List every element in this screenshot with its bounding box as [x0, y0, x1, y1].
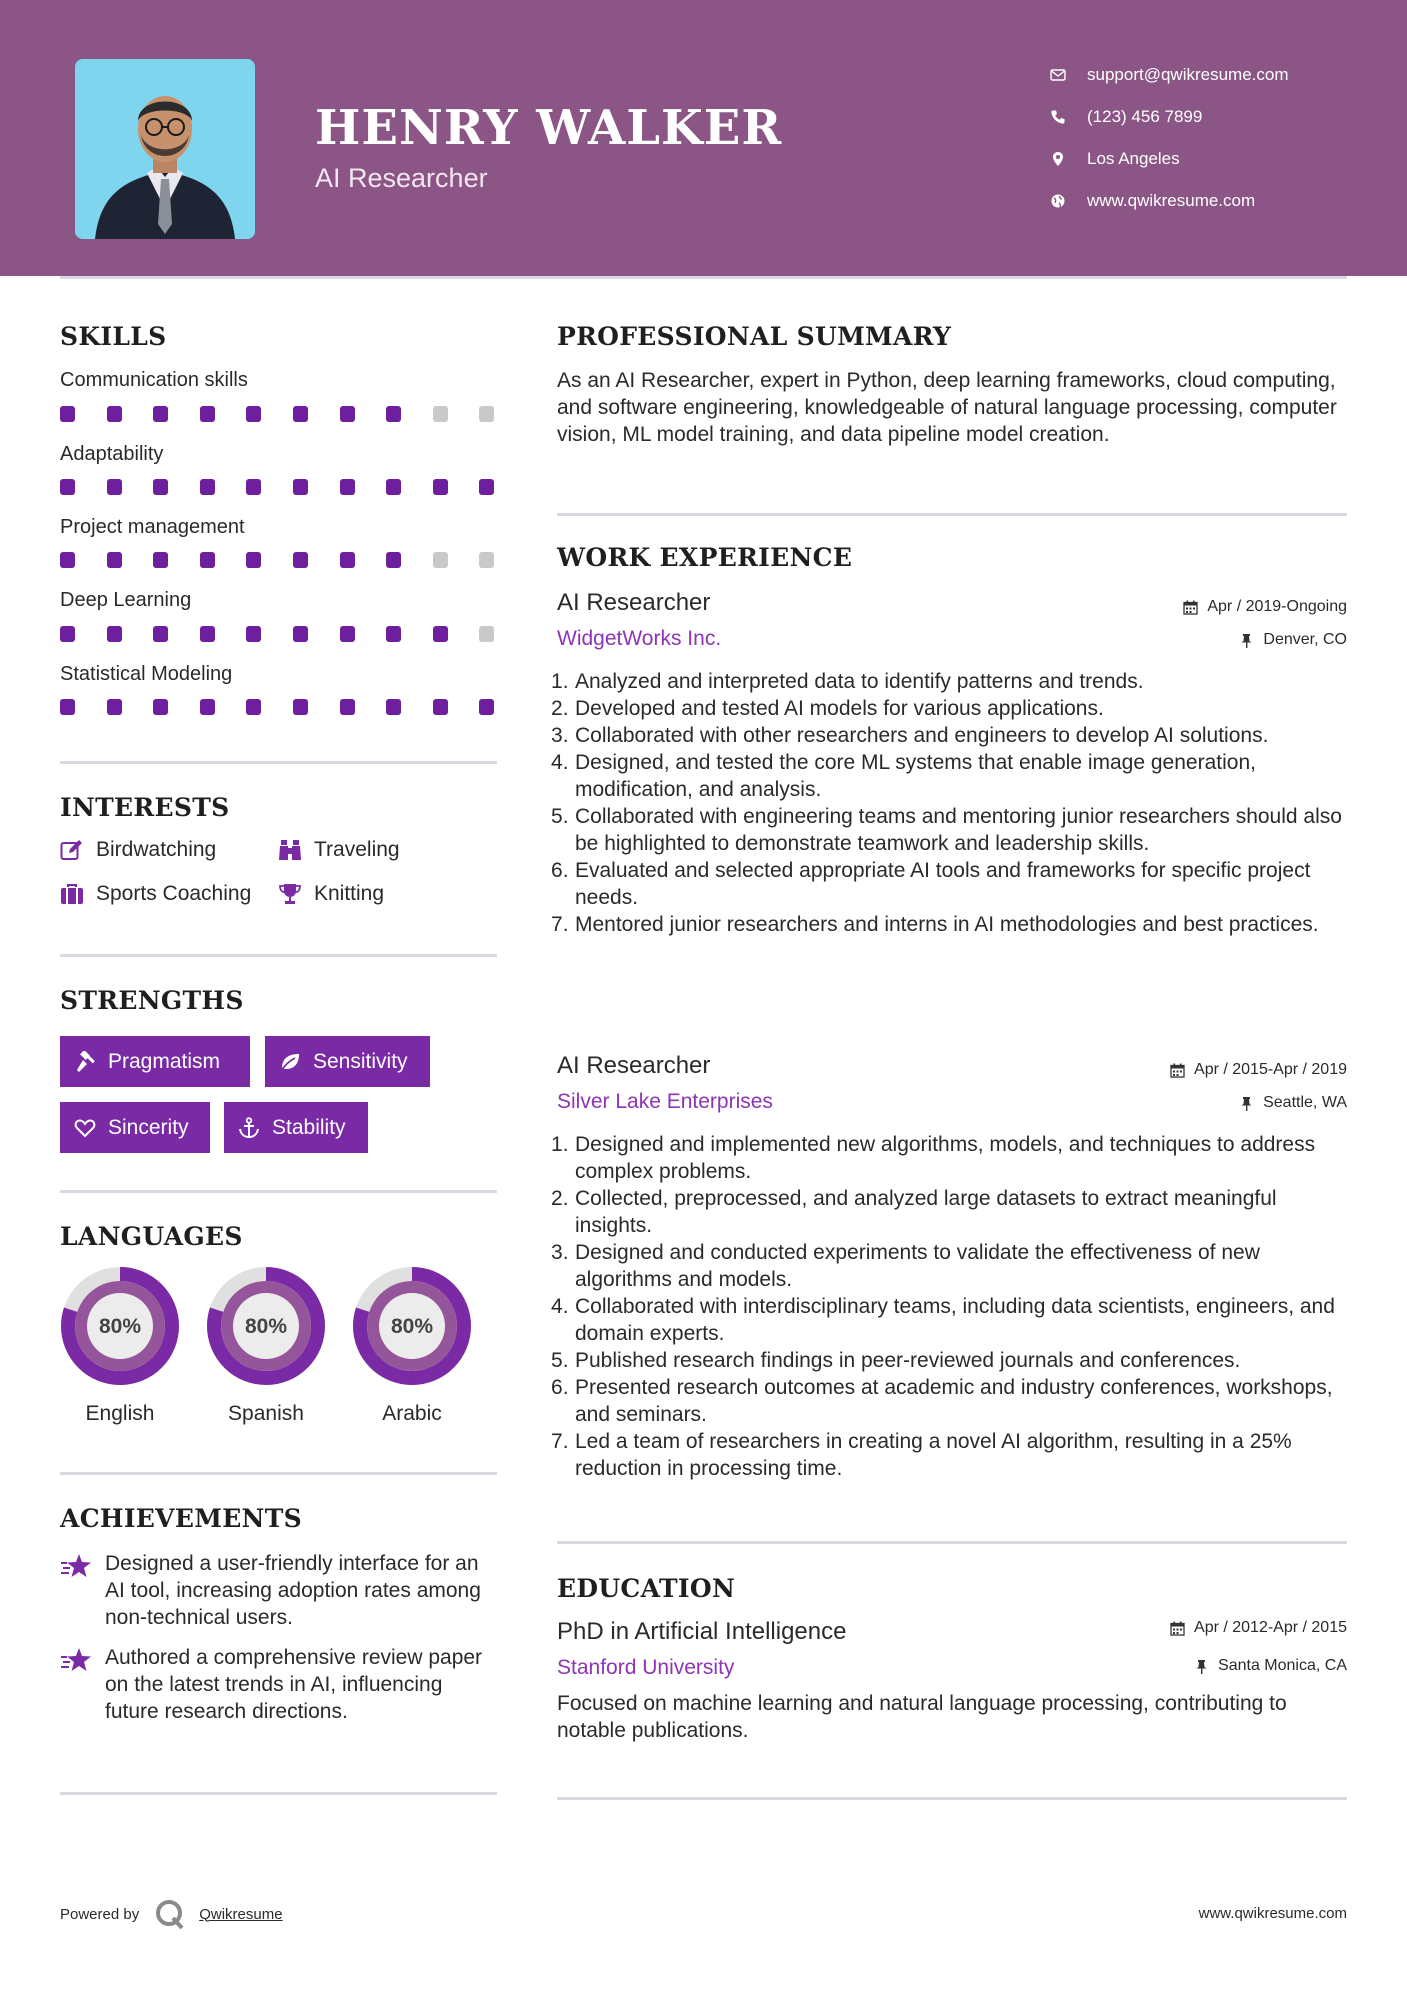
language-percent: 80% — [390, 1315, 434, 1338]
job-dates-text: Apr / 2015-Apr / 2019 — [1194, 1061, 1347, 1078]
interest-item — [60, 838, 216, 862]
skill-dot-filled — [200, 406, 215, 422]
job-dates — [1183, 598, 1347, 616]
strength-label: Sensitivity — [313, 1049, 408, 1073]
skill-dot-filled — [340, 626, 355, 642]
skill-name: Statistical Modeling — [60, 663, 233, 685]
skill-name: Project management — [60, 516, 245, 538]
skill-dot-filled — [293, 406, 308, 422]
pushpin-icon — [1239, 633, 1254, 648]
skill-dot-filled — [433, 699, 448, 715]
pushpin-icon — [1194, 1659, 1209, 1674]
skill-rating — [60, 479, 497, 495]
resume-header — [0, 0, 1407, 276]
section-divider — [60, 1792, 497, 1795]
skill-dot-filled — [60, 626, 75, 642]
skill-dot-filled — [60, 406, 75, 422]
skill-rating — [60, 406, 497, 422]
contact-phone-text: (123) 456 7899 — [1087, 107, 1203, 126]
skill-dot-filled — [153, 626, 168, 642]
powered-by-label: Powered by — [60, 1905, 140, 1923]
interest-label: Knitting — [314, 882, 385, 905]
job-bullet: Collaborated with engineering teams and mentoring junior researchers should also be highlighted to demonstrate teamwork and leadership skills. — [575, 805, 1342, 855]
summary-heading: PROFESSIONAL SUMMARY — [557, 322, 952, 351]
skill-dot-filled — [386, 626, 401, 642]
language-ring — [350, 1264, 474, 1388]
skill-dot-filled — [246, 406, 261, 422]
skill-dot-empty — [479, 406, 494, 422]
contact-location-text: Los Angeles — [1087, 149, 1180, 168]
brand-link[interactable]: Qwikresume — [199, 1905, 283, 1923]
skill-dot-filled — [433, 626, 448, 642]
skill-name: Communication skills — [60, 369, 248, 391]
job-location-text: Seattle, WA — [1263, 1094, 1347, 1111]
gavel-icon — [74, 1051, 108, 1073]
achievement-text: Designed a user-friendly interface for an AI tool, increasing adoption rates among non-technical users. — [105, 1552, 481, 1629]
heart-icon — [74, 1117, 108, 1139]
achievement-item — [60, 1550, 497, 1631]
candidate-role: AI Researcher — [315, 163, 488, 193]
company-name: WidgetWorks Inc. — [557, 627, 722, 650]
skill-dot-empty — [433, 406, 448, 422]
calendar-icon — [1183, 600, 1198, 615]
education-description: Focused on machine learning and natural language processing, contributing to notable publications. — [557, 1692, 1287, 1742]
job-location-text: Denver, CO — [1263, 631, 1347, 648]
language-percent: 80% — [244, 1315, 288, 1338]
skill-dot-filled — [386, 552, 401, 568]
star-icon — [60, 1644, 105, 1725]
interest-label: Birdwatching — [96, 838, 217, 861]
skill-dot-filled — [340, 552, 355, 568]
strength-badge — [60, 1036, 250, 1087]
job-bullet: Published research findings in peer-reviewed journals and conferences. — [575, 1349, 1241, 1372]
skill-dot-filled — [479, 479, 494, 495]
education-dates-text: Apr / 2012-Apr / 2015 — [1194, 1619, 1347, 1636]
briefcase-icon — [60, 883, 96, 905]
job-bullets — [575, 668, 1347, 938]
skill-dot-filled — [107, 552, 122, 568]
language-ring — [204, 1264, 328, 1388]
skill-name: Deep Learning — [60, 589, 192, 611]
skill-dot-filled — [153, 406, 168, 422]
skill-dot-filled — [479, 699, 494, 715]
skill-dot-filled — [153, 479, 168, 495]
skill-dot-filled — [246, 699, 261, 715]
skill-dot-filled — [293, 479, 308, 495]
interest-item — [60, 882, 251, 906]
skill-dot-filled — [107, 406, 122, 422]
language-ring — [58, 1264, 182, 1388]
language-name: Spanish — [228, 1402, 304, 1425]
language-percent: 80% — [98, 1315, 142, 1338]
strength-label: Pragmatism — [108, 1049, 221, 1073]
skill-dot-filled — [60, 699, 75, 715]
languages-heading: LANGUAGES — [60, 1222, 243, 1251]
skill-dot-filled — [386, 479, 401, 495]
skill-dot-filled — [153, 699, 168, 715]
skill-dot-filled — [60, 479, 75, 495]
section-divider — [557, 513, 1347, 516]
strength-badge — [60, 1102, 210, 1153]
profile-photo — [75, 59, 255, 239]
envelope-icon — [1050, 67, 1087, 83]
section-divider — [557, 1797, 1347, 1800]
job-bullet: Evaluated and selected appropriate AI tools and frameworks for specific project needs. — [575, 859, 1311, 909]
education-location — [1194, 1657, 1347, 1675]
contact-website[interactable] — [1050, 180, 1390, 222]
job-bullet: Designed, and tested the core ML systems that enable image generation, modification, and analysis. — [575, 751, 1256, 801]
section-divider — [60, 1190, 497, 1193]
job-bullet: Mentored junior researchers and interns in AI methodologies and best practices. — [575, 913, 1319, 936]
job-bullet: Collected, preprocessed, and analyzed large datasets to extract meaningful insights. — [575, 1187, 1277, 1237]
skill-dot-filled — [200, 479, 215, 495]
experience-heading: WORK EXPERIENCE — [557, 543, 853, 572]
qwikresume-logo-icon — [153, 1897, 187, 1931]
degree-title: PhD in Artificial Intelligence — [557, 1618, 847, 1645]
section-divider — [60, 761, 497, 764]
interests-heading: INTERESTS — [60, 793, 230, 822]
calendar-icon — [1170, 1063, 1185, 1078]
trophy-icon — [278, 883, 314, 905]
job-bullet: Analyzed and interpreted data to identify patterns and trends. — [575, 670, 1144, 693]
skill-dot-filled — [60, 552, 75, 568]
skill-dot-filled — [433, 479, 448, 495]
job-bullet: Presented research outcomes at academic and industry conferences, workshops, and seminars. — [575, 1376, 1333, 1426]
language-name: Arabic — [382, 1402, 442, 1425]
skill-dot-filled — [246, 626, 261, 642]
footer-url[interactable]: www.qwikresume.com — [1198, 1905, 1347, 1922]
phone-icon — [1050, 109, 1087, 125]
skill-rating — [60, 552, 497, 568]
map-marker-icon — [1050, 151, 1087, 167]
calendar-icon — [1170, 1621, 1185, 1636]
skill-dot-filled — [200, 699, 215, 715]
summary-text: As an AI Researcher, expert in Python, deep learning frameworks, cloud computing, and software engineering, knowledgeable of natural language processing, computer vision, ML model training, and data pipeline model creation. — [557, 369, 1337, 446]
education-heading: EDUCATION — [557, 1574, 736, 1603]
job-bullet: Led a team of researchers in creating a novel AI algorithm, resulting in a 25% reduction in processing time. — [575, 1430, 1292, 1480]
section-divider — [60, 954, 497, 957]
interest-item — [278, 838, 400, 862]
section-divider — [557, 1541, 1347, 1544]
strength-badge — [224, 1102, 368, 1153]
anchor-icon — [238, 1117, 272, 1139]
skill-rating — [60, 626, 497, 642]
job-title: AI Researcher — [557, 589, 711, 616]
job-location — [1239, 631, 1347, 649]
interest-label: Traveling — [314, 838, 400, 861]
pushpin-icon — [1239, 1096, 1254, 1111]
skill-dot-filled — [107, 479, 122, 495]
section-divider — [60, 1472, 497, 1475]
skill-dot-filled — [386, 699, 401, 715]
job-dates — [1170, 1061, 1347, 1079]
education-location-text: Santa Monica, CA — [1218, 1657, 1347, 1674]
contact-location — [1050, 138, 1390, 180]
skill-dot-filled — [200, 626, 215, 642]
skill-dot-filled — [107, 699, 122, 715]
job-location — [1239, 1094, 1347, 1112]
header-divider — [60, 276, 1347, 279]
contact-email[interactable] — [1050, 54, 1390, 96]
contact-website-text: www.qwikresume.com — [1087, 191, 1256, 210]
pencil-square-icon — [60, 839, 96, 861]
education-dates — [1170, 1619, 1347, 1637]
strength-badge — [265, 1036, 430, 1087]
skill-dot-filled — [153, 552, 168, 568]
job-bullet: Collaborated with other researchers and engineers to develop AI solutions. — [575, 724, 1269, 747]
job-bullet: Designed and conducted experiments to validate the effectiveness of new algorithms and models. — [575, 1241, 1260, 1291]
school-name: Stanford University — [557, 1656, 735, 1679]
skill-dot-empty — [433, 552, 448, 568]
contact-list — [1050, 54, 1390, 222]
achievements-heading: ACHIEVEMENTS — [60, 1504, 302, 1533]
language-name: English — [85, 1402, 155, 1425]
skill-dot-filled — [340, 406, 355, 422]
skill-dot-filled — [386, 406, 401, 422]
skill-dot-filled — [246, 479, 261, 495]
interest-label: Sports Coaching — [96, 882, 252, 905]
job-bullet: Developed and tested AI models for various applications. — [575, 697, 1104, 720]
skill-dot-filled — [293, 552, 308, 568]
powered-by — [60, 1897, 283, 1931]
binoculars-icon — [278, 839, 314, 861]
star-icon — [60, 1550, 105, 1631]
strengths-heading: STRENGTHS — [60, 986, 244, 1015]
skills-heading: SKILLS — [60, 322, 167, 351]
skill-dot-filled — [246, 552, 261, 568]
job-bullets — [575, 1131, 1347, 1482]
achievement-text: Authored a comprehensive review paper on the latest trends in AI, influencing future research directions. — [105, 1646, 483, 1723]
job-dates-text: Apr / 2019-Ongoing — [1207, 598, 1347, 615]
job-bullet: Collaborated with interdisciplinary teams, including data scientists, engineers, and domain experts. — [575, 1295, 1335, 1345]
skill-dot-filled — [293, 699, 308, 715]
skill-dot-filled — [293, 626, 308, 642]
interest-item — [278, 882, 384, 906]
skill-rating — [60, 699, 497, 715]
skill-dot-filled — [340, 699, 355, 715]
skill-dot-filled — [200, 552, 215, 568]
contact-phone[interactable] — [1050, 96, 1390, 138]
company-name: Silver Lake Enterprises — [557, 1090, 773, 1113]
strength-label: Stability — [272, 1115, 346, 1139]
achievement-item — [60, 1644, 497, 1725]
skill-dot-empty — [479, 626, 494, 642]
skill-name: Adaptability — [60, 443, 164, 465]
globe-icon — [1050, 193, 1087, 209]
strength-label: Sincerity — [108, 1115, 189, 1139]
job-bullet: Designed and implemented new algorithms, models, and techniques to address complex problems. — [575, 1133, 1316, 1183]
leaf-icon — [279, 1051, 313, 1073]
contact-email-text: support@qwikresume.com — [1087, 65, 1289, 84]
candidate-name: HENRY WALKER — [315, 100, 783, 156]
job-title: AI Researcher — [557, 1052, 711, 1079]
skill-dot-empty — [479, 552, 494, 568]
skill-dot-filled — [340, 479, 355, 495]
skill-dot-filled — [107, 626, 122, 642]
